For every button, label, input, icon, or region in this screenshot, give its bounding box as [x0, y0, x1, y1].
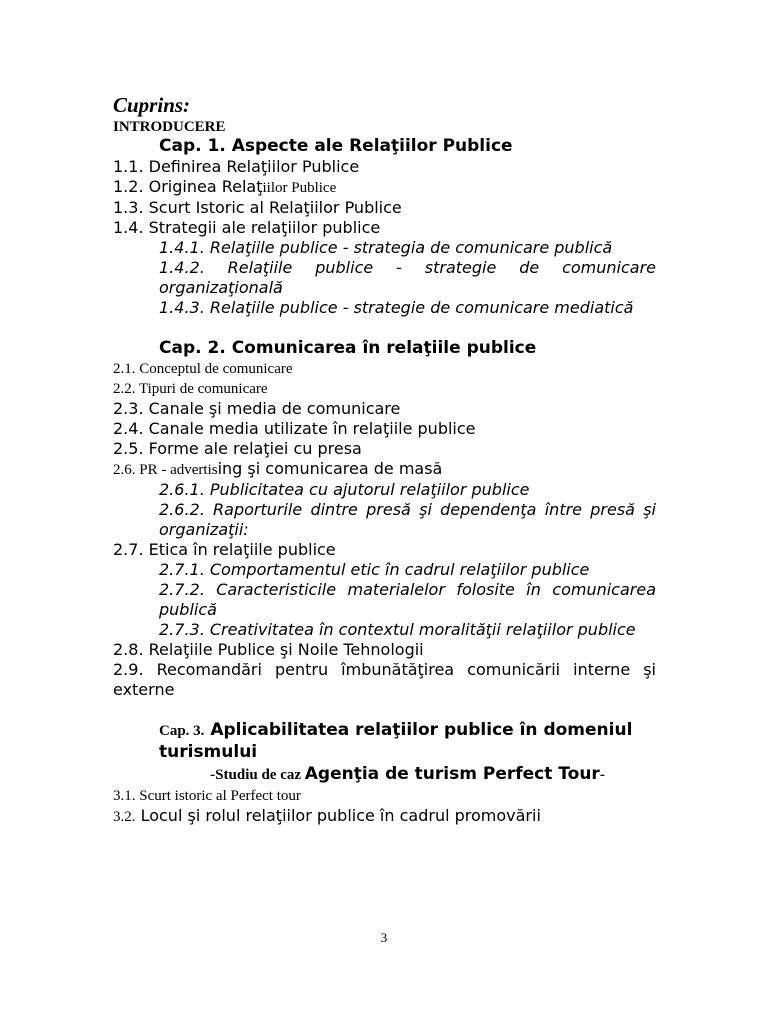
spacer [113, 700, 656, 720]
section-2-6-2: 2.6.2. Raporturile dintre presă şi dependenţa între presă şi organizaţii: [159, 500, 656, 539]
section-3-2-text: Locul şi rolul relaţiilor publice în cadrul promovării [135, 806, 541, 825]
section-1-4: 1.4. Strategii ale relaţiilor publice [113, 218, 381, 237]
case-study-prefix: -Studiu de caz [210, 767, 305, 783]
section-2-7-3: 2.7.3. Creativitatea în contextul moralităţii relaţiilor publice [159, 620, 636, 639]
section-3-2 [113, 806, 656, 827]
section-2-8: 2.8. Relaţiile Publice şi Noile Tehnologii [113, 640, 424, 659]
section-2-7-1: 2.7.1. Comportamentul etic în cadrul relaţiilor publice [159, 560, 590, 579]
spacer [113, 318, 656, 338]
chapter-3-title [113, 720, 656, 763]
section-1-1: 1.1. Definirea Relaţiilor Publice [113, 157, 360, 176]
page-number: 3 [380, 930, 388, 945]
case-study-line [113, 763, 656, 786]
chapter-1-title: Cap. 1. Aspecte ale Relaţiilor Publice [159, 136, 513, 156]
section-2-9: 2.9. Recomandări pentru îmbunătăţirea comunicării interne şi externe [113, 660, 656, 699]
section-1-2-part-b: iilor Publice [262, 180, 337, 196]
section-1-3: 1.3. Scurt Istoric al Relaţiilor Publice [113, 198, 402, 217]
case-study-title: Agenţia de turism Perfect Tour [304, 764, 600, 784]
section-2-6-1: 2.6.1. Publicitatea cu ajutorul relaţiilor publice [159, 480, 530, 499]
chapter-3-prefix: Cap. 3. [159, 723, 205, 739]
section-2-6-part-b: ing şi comunicarea de masă [217, 459, 443, 478]
section-2-7: 2.7. Etica în relaţiile publice [113, 540, 336, 559]
section-1-4-2: 1.4.2. Relaţiile publice - strategie de comunicare organizaţională [159, 258, 656, 297]
toc-intro: INTRODUCERE [113, 119, 226, 135]
section-2-5: 2.5. Forme ale relaţiei cu presa [113, 439, 362, 458]
section-2-6-part-a: 2.6. PR - advertis [113, 462, 218, 478]
section-1-2-part-a: 1.2. Originea Relaţ [113, 177, 263, 196]
section-3-1: 3.1. Scurt istoric al Perfect tour [113, 788, 301, 804]
section-2-2: 2.2. Tipuri de comunicare [113, 381, 268, 397]
table-of-contents [113, 92, 656, 827]
chapter-3-title-text: Aplicabilitatea relaţiilor publice în domeniul turismului [159, 720, 633, 762]
section-2-7-2: 2.7.2. Caracteristicile materialelor folosite în comunicarea publică [159, 580, 656, 619]
section-3-2-number: 3.2. [113, 809, 136, 825]
section-1-4-3: 1.4.3. Relaţiile publice - strategie de comunicare mediatică [159, 298, 634, 317]
section-2-4: 2.4. Canale media utilizate în relaţiile publice [113, 419, 476, 438]
section-2-3: 2.3. Canale şi media de comunicare [113, 399, 401, 418]
section-2-1: 2.1. Conceptul de comunicare [113, 361, 293, 377]
section-2-6 [113, 459, 656, 480]
toc-heading: Cuprins: [113, 93, 191, 117]
chapter-2-title: Cap. 2. Comunicarea în relaţiile publice [159, 338, 537, 358]
case-study-suffix: - [599, 767, 605, 783]
section-1-2 [113, 177, 656, 198]
section-1-4-1: 1.4.1. Relaţiile publice - strategia de comunicare publică [159, 238, 613, 257]
